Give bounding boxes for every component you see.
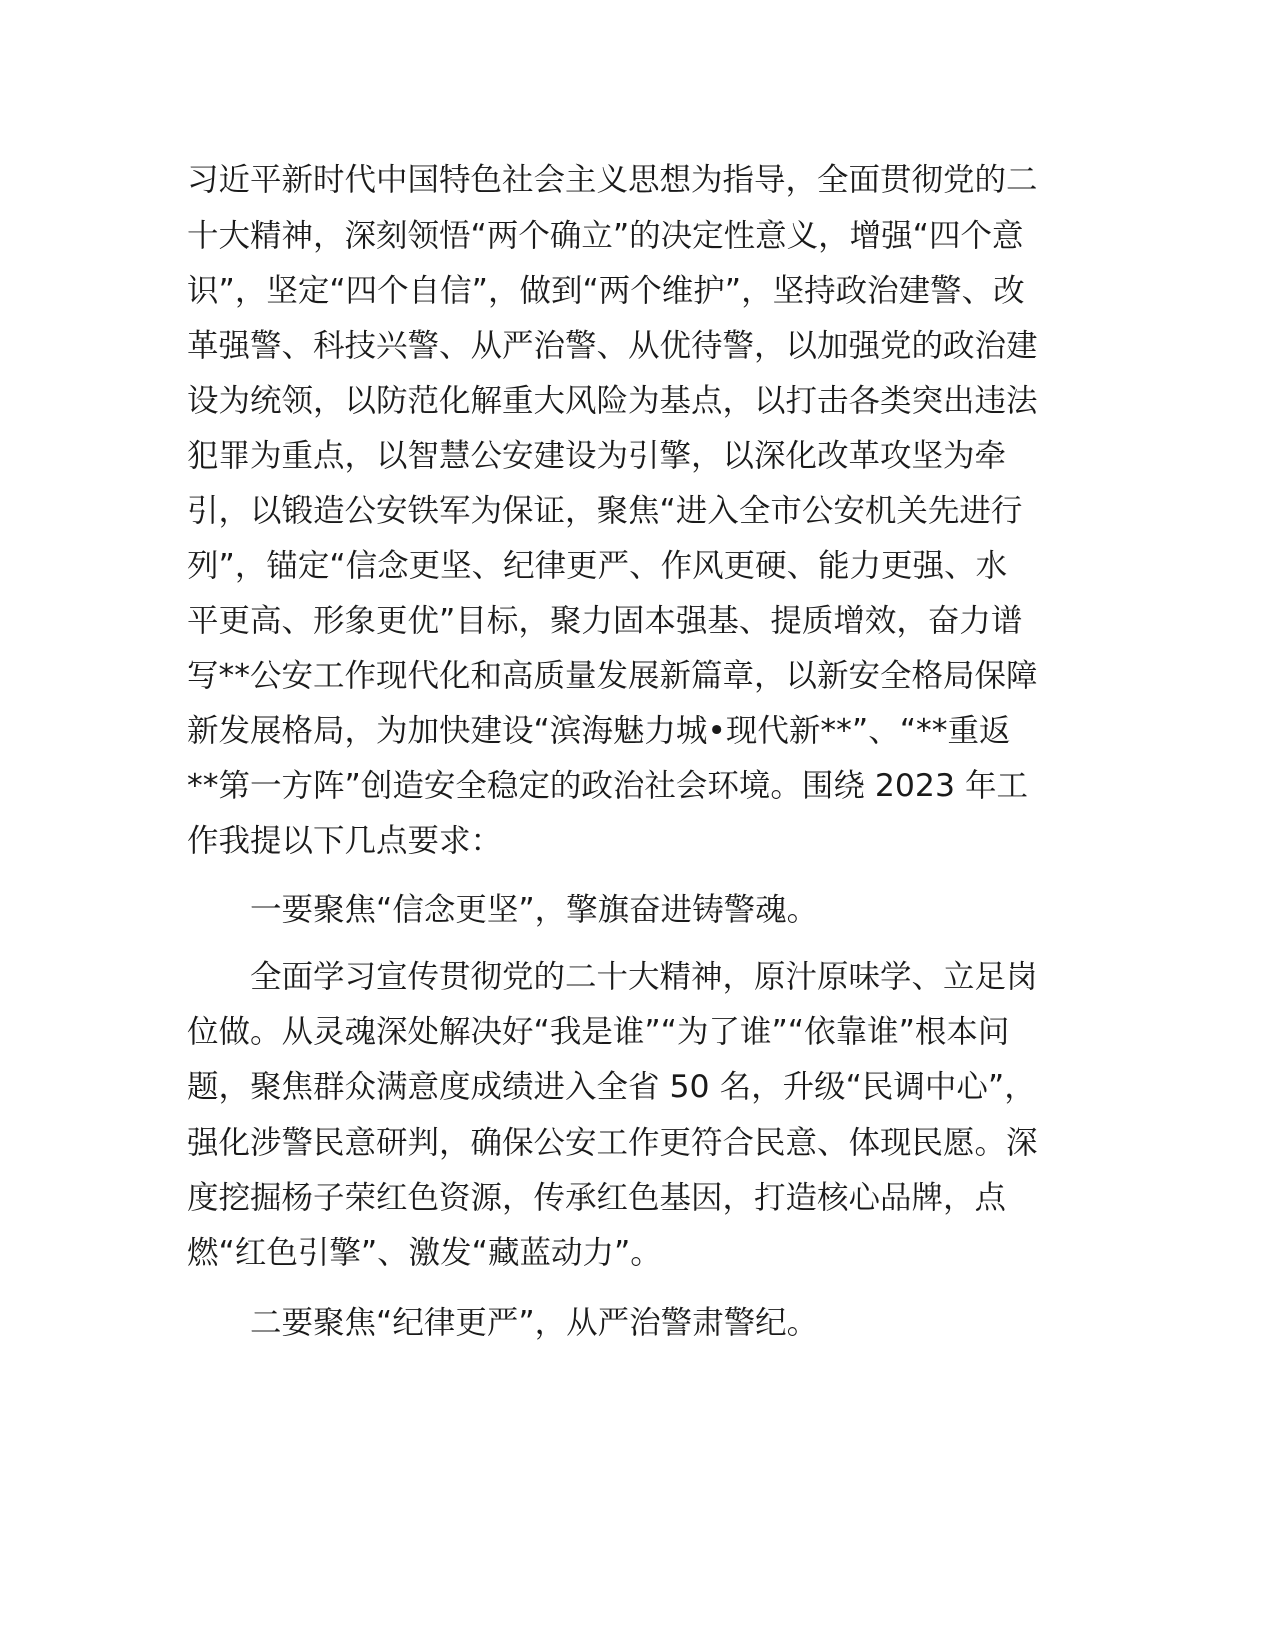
section-heading-2: 二要聚焦“纪律更严”，从严治警肃警纪。 [250,1305,819,1341]
text-line: 度挖掘杨子荣红色资源，传承红色基因，打造核心品牌，点 [187,1180,1007,1216]
text-line: 全面学习宣传贯彻党的二十大精神，原汁原味学、立足岗 [250,959,1038,995]
text-line: **第一方阵”创造安全稳定的政治社会环境。围绕 2023 年工 [187,768,1029,804]
text-line: 设为统领，以防范化解重大风险为基点，以打击各类突出违法 [187,383,1038,419]
text-line: 题，聚焦群众满意度成绩进入全省 50 名，升级“民调中心”， [187,1069,1036,1105]
section-heading-1: 一要聚焦“信念更坚”，擎旗奋进铸警魂。 [250,892,819,928]
text-line: 列”，锚定“信念更坚、纪律更严、作风更硬、能力更强、水 [187,548,1008,584]
text-line: 识”，坚定“四个自信”，做到“两个维护”，坚持政治建警、改 [187,273,1025,309]
text-line: 革强警、科技兴警、从严治警、从优待警，以加强党的政治建 [187,328,1038,364]
text-line: 习近平新时代中国特色社会主义思想为指导，全面贯彻党的二 [187,162,1038,198]
text-line: 写**公安工作现代化和高质量发展新篇章，以新安全格局保障 [187,658,1038,694]
text-line: 位做。从灵魂深处解决好“我是谁”“为了谁”“依靠谁”根本问 [187,1014,1010,1050]
text-line: 新发展格局，为加快建设“滨海魅力城•现代新**”、“**重返 [187,713,1011,749]
text-line: 平更高、形象更优”目标，聚力固本强基、提质增效，奋力谱 [187,603,1023,639]
text-line: 引，以锻造公安铁军为保证，聚焦“进入全市公安机关先进行 [187,493,1023,529]
text-line: 犯罪为重点，以智慧公安建设为引擎，以深化改革攻坚为牵 [187,438,1007,474]
text-line: 作我提以下几点要求： [187,823,503,859]
text-line: 十大精神，深刻领悟“两个确立”的决定性意义，增强“四个意 [187,218,1024,254]
text-line: 强化涉警民意研判，确保公安工作更符合民意、体现民愿。深 [187,1125,1038,1161]
text-line: 燃“红色引擎”、激发“藏蓝动力”。 [187,1235,662,1271]
